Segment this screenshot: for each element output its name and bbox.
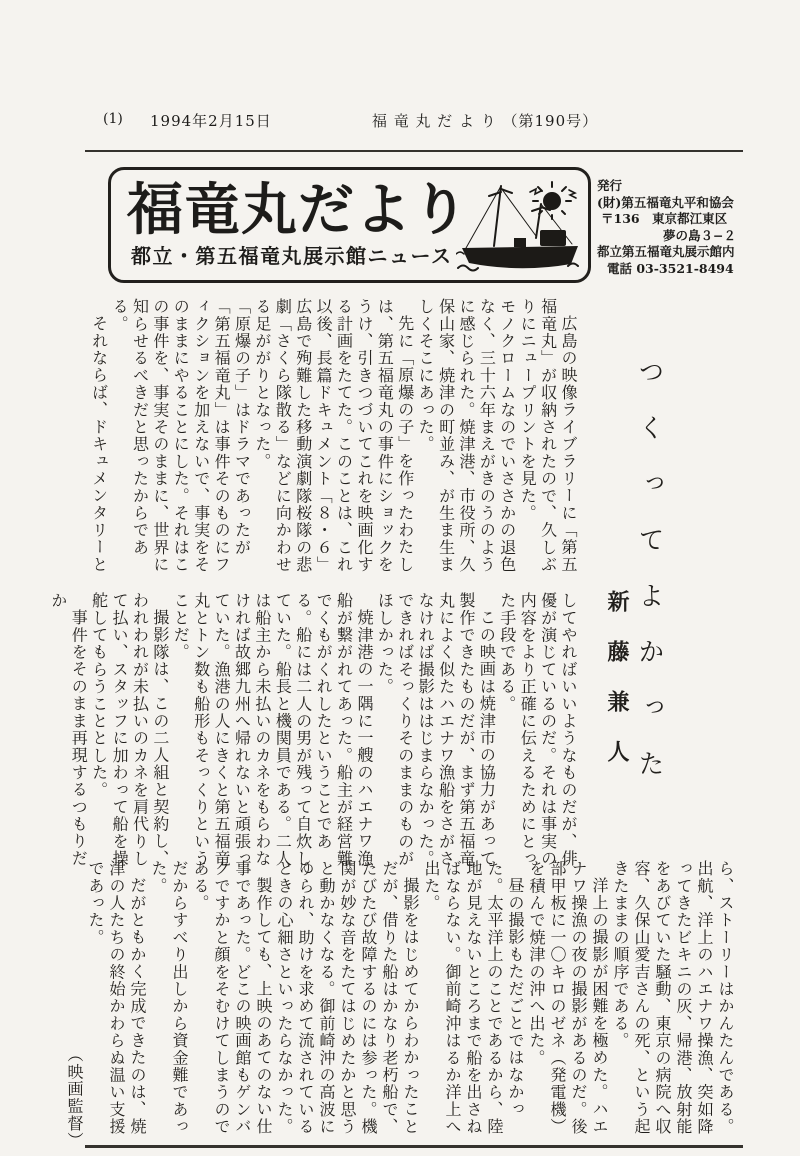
- paragraph: 昼の撮影もただごとではなかった。太平洋上のことであるから、陸地が見えないところまで船を出さねばならない。御前崎沖はるか洋上へ出た。: [422, 860, 525, 1136]
- masthead-box: [108, 167, 591, 283]
- paragraph: 洋上の撮影が困難を極めた。ハエナワ操漁の夜の撮影があるのだ。後部甲板に一〇キロのゼネ（発電機）を積んで焼津の沖へ出た。: [527, 860, 609, 1136]
- publisher-site: 都立第五福竜丸展示館内: [597, 244, 735, 259]
- fishing-boat-illustration: [456, 176, 584, 276]
- publisher-phone: 電話 03-3521-8494: [607, 260, 734, 276]
- article-body-block-1: [88, 298, 578, 590]
- article-body-block-2: [47, 592, 578, 884]
- paragraph: 事件をそのまま再現するつもりだか: [48, 592, 89, 867]
- paragraph: 撮影をはじめてからわかったことだが、借りた船はかなり老朽船で、たびたび故障するのには参った。機関が妙な音をたてはじめたかと思うと動かなくなる。御前崎沖の高波にゆられ、助けを求めて流されているときの心細さといったらなかった。: [275, 860, 420, 1136]
- publisher-info: [597, 178, 747, 277]
- article-body-block-3: [64, 860, 736, 1152]
- publisher-address: 夢の島３−２: [663, 227, 736, 243]
- paragraph: 製作しても、上映のあてのない仕事であった。どこの映画館もゲンバクですかと顔をそむけてしまうのである。: [191, 860, 273, 1136]
- article-author: 新藤兼人: [604, 590, 630, 790]
- issue-date: 1994年2月15日: [150, 112, 272, 130]
- page-number: (1): [103, 111, 123, 127]
- newsletter-subtitle: 都立・第五福竜丸展示館ニュース: [131, 244, 453, 268]
- paragraph: 「原爆の子」はドラマであったが「第五福竜丸」は事件そのものにフィクションを加えないで、事実をそのままにやることにした。それはこの事件を、事実そのままに、世界に知らせるべきだと思ったからである。: [110, 298, 252, 574]
- newsletter-title: 福竜丸だより: [127, 177, 469, 243]
- paragraph: ら、ストーリーはかんたんである。出航、洋上のハエナワ操漁、突如降ってきたビキニの灰、帰港、放射能をあびていた騒動、東京の病院へ収容、久保山愛吉さんの死、という起きたままの順序である。: [611, 860, 735, 1136]
- paragraph: それならば、ドキュメンタリーと: [89, 315, 109, 573]
- article-title-block: [602, 300, 692, 860]
- header-rule: [85, 150, 743, 152]
- paragraph: だがともかく完成できたのは、焼津の人たちの終始かわらぬ温い支援であった。: [86, 860, 147, 1136]
- author-role-signature: （映画監督）: [65, 1046, 84, 1150]
- paragraph: だからすべり出しから資金難であった。: [149, 860, 189, 1136]
- publisher-label: 発行: [597, 178, 623, 193]
- article-title: つくってよかった: [634, 358, 664, 806]
- paragraph: モノクロームなのでいささかの退色なく、三十六年まえがきのうのように感じられた。焼津港、市役所、久保山家、焼津の町並み、が生ま生ましくそこにあった。: [416, 298, 517, 574]
- paragraph: 撮影隊は、この二人組と契約し、われわれが未払いのカネを肩代りして払い、スタッフに加わって船を操舵してもらうこととした。: [89, 592, 170, 868]
- running-title: 福 竜 丸 だ よ り （第190号）: [371, 112, 599, 130]
- paragraph: してやればいいようなものだが、俳優が演じているのだ。それは事実の内容をより正確に伝えるためにとった手段である。: [497, 592, 578, 868]
- publisher-name: (財)第五福竜丸平和協会: [597, 194, 734, 210]
- paragraph: この映画は焼津市の協力があって製作できたものだが、まず第五福竜丸によく似たハエナワ漁船をさがさなければ撮影ははじまらなかった。できればそっくりそのままのものがほしかった。: [375, 592, 497, 868]
- paragraph: 焼津港の一隅に一艘のハエナワ漁船が繋がれてあった。船主が経営難でくもがくれしたということである。船には二人の男が残って自炊していた。船長と機関員である。二人は船主から未払いのカネをもらわなければ故郷九州へ帰れないと頑張っていた。漁港の人にきくと第五福竜丸とトン数も船形もそっくりということだ。: [171, 592, 374, 868]
- paragraph: 広島の映像ライブラリーに「第五福竜丸」が収納されたので、久しぶりにニュープリントを見た。: [518, 298, 578, 574]
- publisher-postal: 〒136 東京都江東区: [601, 211, 728, 226]
- paragraph: 先に「原爆の子」を作ったわたしは、第五福竜丸の事件にショックをうけ、引きつづいてこれを映画化する計画をたてた。このことは、これ以後、長篇ドキュメント「８・６」広島で殉難した移動演劇隊桜隊の悲劇「さくら隊散る」などに向かわせる足ががりとなった。: [252, 298, 415, 574]
- footer-rule: [85, 1145, 743, 1148]
- running-header: [0, 108, 800, 138]
